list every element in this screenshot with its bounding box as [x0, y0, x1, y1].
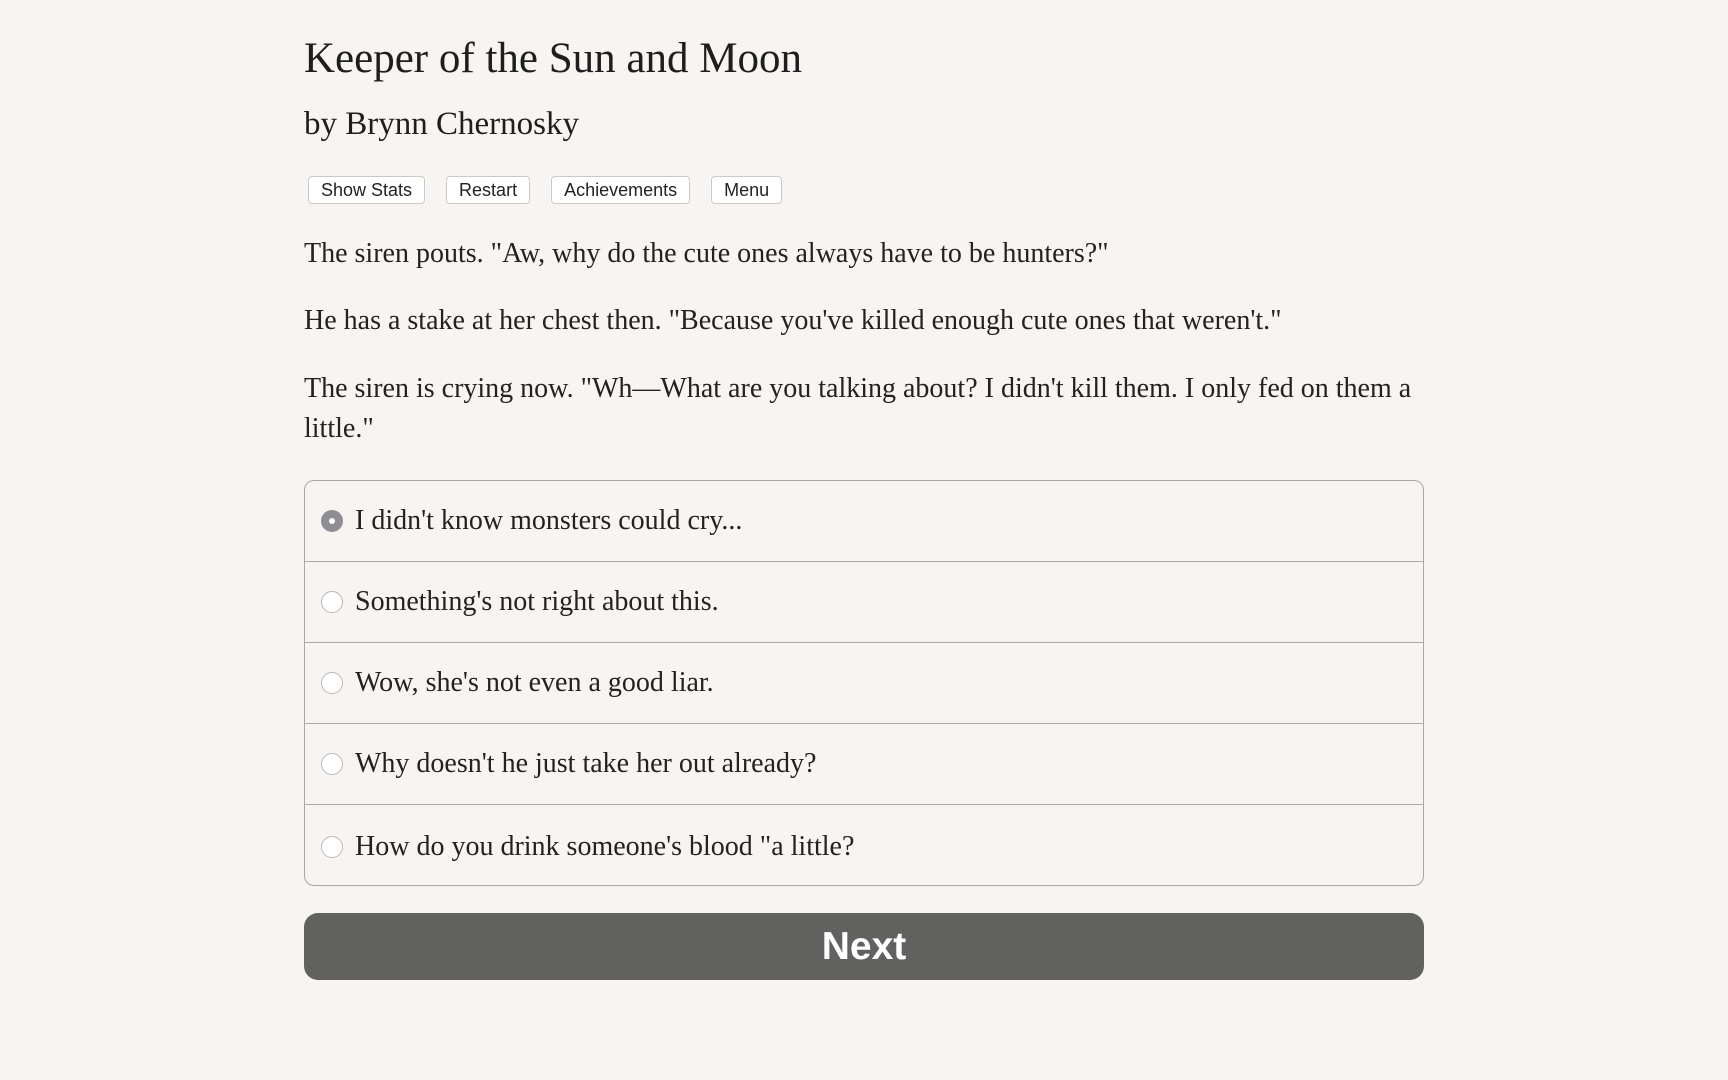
choice-option[interactable]: [305, 562, 1423, 643]
menu-button[interactable]: Menu: [711, 176, 782, 204]
toolbar: [308, 176, 782, 204]
choice-label: Something's not right about this.: [355, 586, 719, 617]
choice-label: I didn't know monsters could cry...: [355, 505, 743, 536]
show-stats-button[interactable]: Show Stats: [308, 176, 425, 204]
choice-option[interactable]: [305, 643, 1423, 724]
restart-button[interactable]: Restart: [446, 176, 530, 204]
next-button[interactable]: Next: [304, 913, 1424, 980]
radio-button[interactable]: [321, 672, 343, 694]
game-author: by Brynn Chernosky: [304, 106, 579, 142]
achievements-button[interactable]: Achievements: [551, 176, 690, 204]
radio-button-selected[interactable]: [321, 510, 343, 532]
choice-option[interactable]: [305, 805, 1423, 886]
story-paragraph: He has a stake at her chest then. "Because you've killed enough cute ones that weren't.": [304, 305, 1282, 336]
choice-option[interactable]: [305, 724, 1423, 805]
choice-label: Why doesn't he just take her out already?: [355, 748, 817, 779]
choice-option[interactable]: [305, 481, 1423, 562]
radio-button[interactable]: [321, 753, 343, 775]
story-paragraph: The siren pouts. "Aw, why do the cute ones always have to be hunters?": [304, 238, 1109, 269]
game-title: Keeper of the Sun and Moon: [304, 35, 802, 82]
radio-button[interactable]: [321, 836, 343, 858]
choice-label: How do you drink someone's blood "a little?: [355, 831, 855, 862]
radio-button[interactable]: [321, 591, 343, 613]
story-paragraph: The siren is crying now. "Wh—What are you talking about? I didn't kill them. I only fed on them a little.": [304, 373, 1412, 444]
choice-list: [304, 480, 1424, 886]
choice-label: Wow, she's not even a good liar.: [355, 667, 714, 698]
